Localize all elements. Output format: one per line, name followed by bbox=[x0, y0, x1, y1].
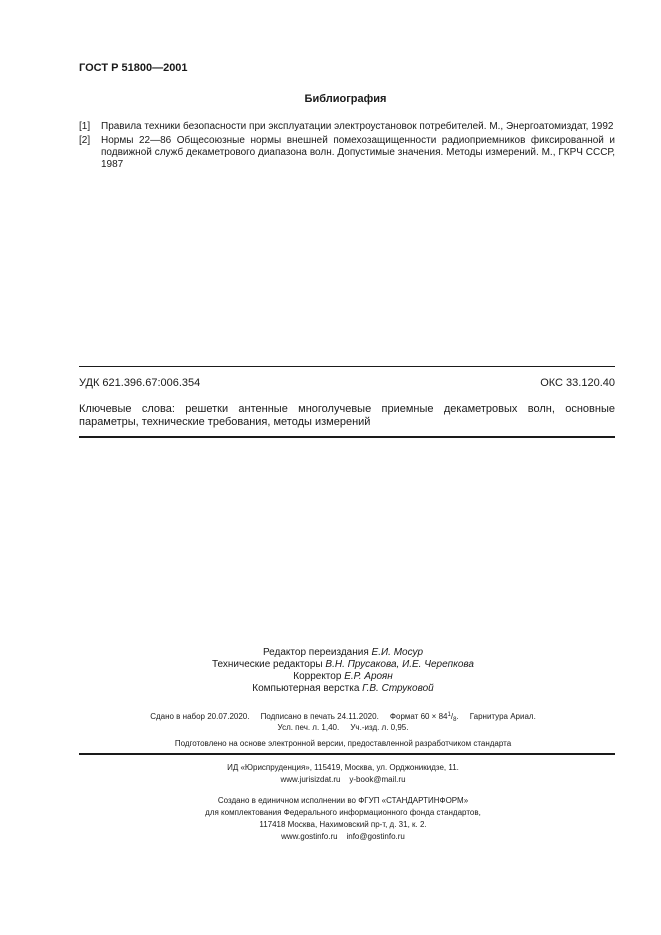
udk-code: УДК 621.396.67:006.354 bbox=[79, 377, 201, 389]
bibliography-item bbox=[79, 135, 615, 171]
credit-editor bbox=[0, 647, 661, 659]
bibliography-item-number: [2] bbox=[79, 135, 91, 146]
prepared-note: Подготовлено на основе электронной версии, предоставленной разработчиком стандарта bbox=[174, 739, 512, 748]
publisher-line: ИД «Юриспруденция», 115419, Москва, ул. Орджоникидзе, 11. bbox=[227, 763, 459, 772]
publisher-contacts: www.jurisizdat.ru y-book@mail.ru bbox=[280, 775, 406, 784]
credit-name: Г.В. Струковой bbox=[362, 683, 434, 694]
bibliography-item bbox=[79, 121, 615, 133]
oks-code: ОКС 33.120.40 bbox=[540, 377, 615, 389]
credit-label: Редактор переиздания bbox=[262, 647, 369, 658]
credit-name: В.Н. Прусакова, И.Е. Черепкова bbox=[325, 659, 474, 670]
format-numerator: 1 bbox=[447, 712, 451, 718]
typeface: Гарнитура Ариал. bbox=[469, 712, 536, 721]
format-denominator: 8 bbox=[453, 717, 457, 723]
print-info-line2 bbox=[0, 722, 661, 733]
bibliography-item-number: [1] bbox=[79, 121, 91, 132]
credit-name: Е.И. Мосур bbox=[371, 647, 424, 658]
credit-tech-editors bbox=[0, 659, 661, 671]
printer-line: для комплектования Федерального информационного фонда стандартов, bbox=[205, 808, 481, 817]
divider-thick bbox=[79, 436, 615, 438]
credit-layout bbox=[0, 683, 661, 695]
bibliography-title: Библиография bbox=[304, 93, 387, 105]
divider bbox=[79, 366, 615, 367]
credit-name: Е.Р. Ароян bbox=[344, 671, 393, 682]
publisher-sheets: Уч.-изд. л. 0,95. bbox=[350, 723, 409, 732]
credit-label: Компьютерная верстка bbox=[252, 683, 360, 694]
printer-address: 117418 Москва, Нахимовский пр-т, д. 31, к. 2. bbox=[259, 820, 427, 829]
print-info-line1: Сдано в набор 20.07.2020. Подписано в печать 24.11.2020. Формат $60 \times 84^1/_8$. Гарнитура Ариал. bbox=[150, 712, 536, 723]
set-date: Сдано в набор 20.07.2020. bbox=[150, 712, 250, 721]
printer-line: Создано в единичном исполнении во ФГУП «СТАНДАРТИНФОРМ» bbox=[217, 796, 469, 805]
format: Формат 60 × 84 bbox=[389, 712, 448, 721]
print-sheets: Усл. печ. л. 1,40. bbox=[277, 723, 340, 732]
bibliography-item-text: Нормы 22—86 Общесоюзные нормы внешней помехозащищенности радиоприемников фиксированной и подвижной служб декаметрового диапазона волн. Допустимые значения. Методы измерений. М., ГКРЧ СССР, 1987 bbox=[101, 135, 615, 170]
credit-label: Технические редакторы bbox=[211, 659, 323, 670]
document-id: ГОСТ Р 51800—2001 bbox=[79, 62, 188, 74]
credit-label: Корректор bbox=[293, 671, 342, 682]
printer-contacts: www.gostinfo.ru info@gostinfo.ru bbox=[281, 832, 405, 841]
bibliography-item-text: Правила техники безопасности при эксплуатации электроустановок потребителей. М., Энергоатомиздат, 1992 bbox=[101, 121, 614, 132]
keywords: Ключевые слова: решетки антенные многолучевые приемные декаметровых волн, основные параметры, технические требования, методы измерений bbox=[79, 403, 615, 428]
sign-date: Подписано в печать 24.11.2020. bbox=[260, 712, 379, 721]
divider-thick bbox=[79, 753, 615, 755]
credit-corrector bbox=[0, 671, 661, 683]
